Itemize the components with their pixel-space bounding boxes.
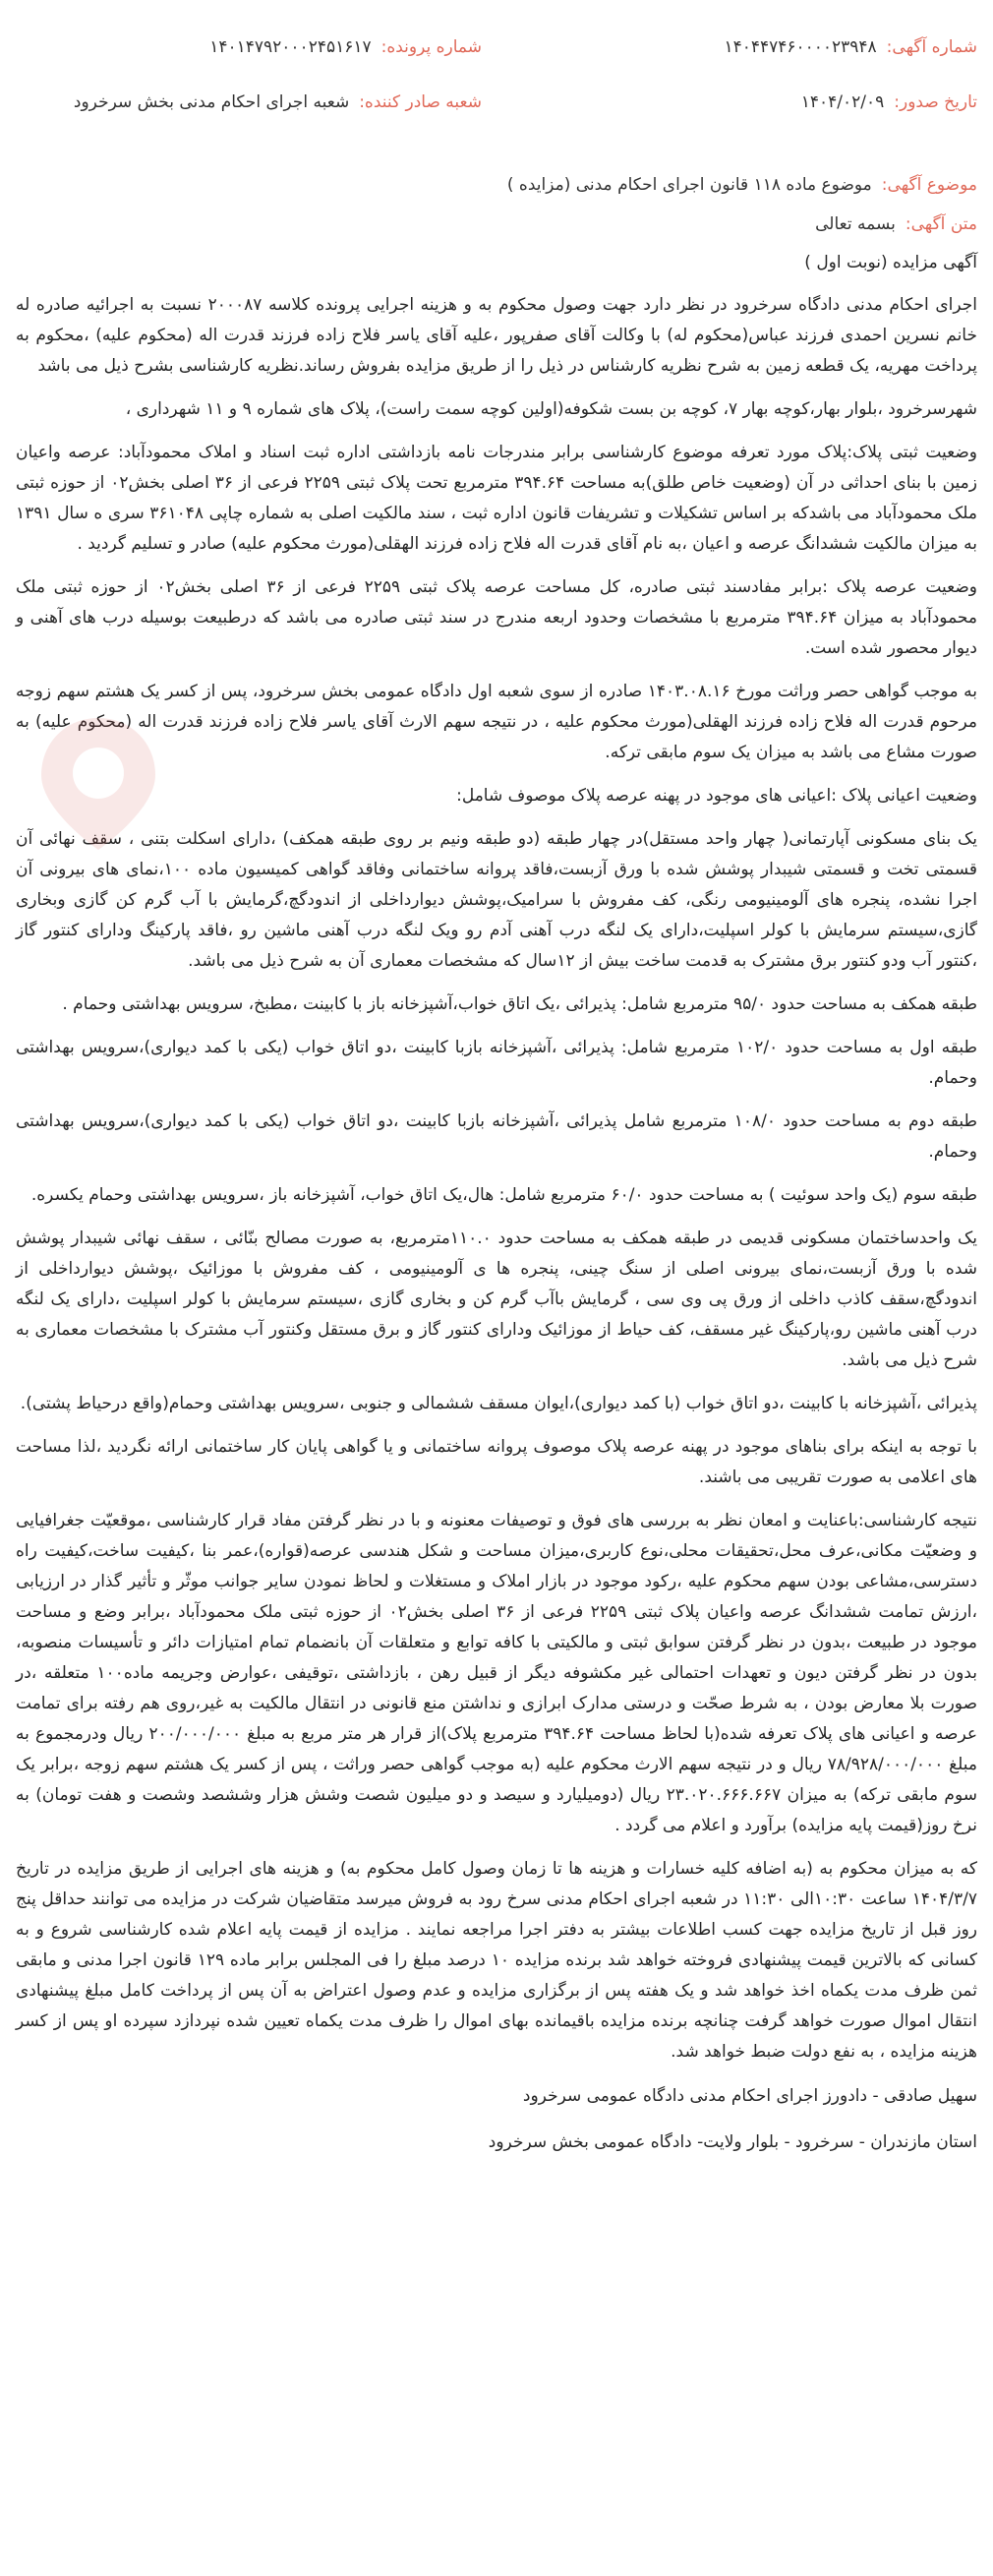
paragraph-old-house: یک واحدساختمان مسکونی قدیمی در طبقه همکف به مساحت حدود ۱۱۰.۰مترمربع، به صورت مصالح بنّائی ، سقف نهائی شیبدار پوشش شده با ورق آزبست،نمای بیرونی اصلی از سنگ چینی، پنجره ها ی آلومینیومی ، کف مفروش با موزائیک ،پوشش دیوارداخلی از اندودگچ،سقف کاذب داخلی از ورق پی وی سی ، گرمایش باآب گرم کن و بخاری گازی ،سیستم سرمایش با کولر اسپلیت ،دارای یک لنگه درب آهنی ماشین رو،پارکینگ غیر مسقف، کف حیاط از موزائیک ودارای کنتور گاز و برق مستقل وکنتور آب مشترک با مشخصات معماری به شرح ذیل می باشد. — [16, 1228, 977, 1370]
issuer-row — [16, 92, 482, 148]
notice-header — [16, 0, 977, 148]
notice-body — [16, 248, 977, 2158]
paragraph-auction-terms: که به میزان محکوم به (به اضافه کلیه خسارات و هزینه ها تا زمان وصول کامل محکوم به) و هزینه های اجرایی از طریق مزایده در تاریخ ۱۴۰۴/۳/۷ ساعت ۱۰:۳۰الی ۱۱:۳۰ در شعبه اجرای احکام مدنی سرخ رود به فروش میرسد متقاضیان شرکت در مزایده می توانند حداقل پنج روز قبل از تاریخ مزایده جهت کسب اطلاعات بیشتر به دفتر اجرا مراجعه نمایند . مزایده از قیمت پایه اعلام شده کارشناسی شروع و به کسانی که بالاترین قیمت پیشنهادی فروخته خواهد شد برنده مزایده ۱۰ درصد مبلغ را فی المجلس برابر ماده ۱۲۹ قانون اجرا مدنی و مابقی ثمن ظرف مدت یکماه اخذ خواهد شد و یک هفته پس از برگزاری مزایده و عدم وصول اعتراض به آن پس از پرداخت کامل مبلغ پیشنهادی انتقال اموال صورت خواهد گرفت چنانچه برنده مزایده باقیمانده بهای اموال را ظرف مدت یکماه تعیین شده نپردازد سپرده او پس از کسر هزینه مزایده ، به نفع دولت ضبط خواهد شد. — [16, 1859, 977, 2062]
issue-date-row — [511, 92, 977, 148]
paragraph-apartment-building: یک بنای مسکونی آپارتمانی( چهار واحد مستقل)در چهار طبقه (دو طبقه ونیم بر روی طبقه همکف) ،دارای اسکلت بتنی ، سقف نهائی آن قسمتی تخت و قسمتی شیبدار پوشش شده با ورق آزبست،فاقد پروانه ساختمانی وفاقد گواهی کمیسیون ماده ۱۰۰،نمای های بیرونی آن اجرا نشده، پنجره های آلومینیومی رنگی، کف مفروش با سرامیک،پوشش دیوارداخلی از اندودگچ،گرمایش با آب گرم کن گازی وبخاری گازی،سیستم سرمایش با کولر اسپلیت،دارای یک لنگه درب آهنی آدم رو ویک لنگه درب آهنی ماشین رو ،فاقد پارکینگ ودارای کنتور گاز ،کنتور آب ودو کنتور برق مشترک به قدمت ساخت بیش از ۱۲سال که مشخصات معماری آن به شرح ذیل می باشد. — [16, 829, 977, 971]
paragraph-address: شهرسرخرود ،بلوار بهار،کوچه بهار ۷، کوچه بن بست شکوفه(اولین کوچه سمت راست)، پلاک های شماره ۹ و ۱۱ شهرداری ، — [125, 399, 977, 419]
case-number-value: ۱۴۰۱۴۷۹۲۰۰۰۲۴۵۱۶۱۷ — [209, 37, 372, 57]
signature-line-2: استان مازندران - سرخرود - بلوار ولایت- دادگاه عمومی بخش سرخرود — [488, 2132, 977, 2152]
issuer-label: شعبه صادر کننده: — [359, 92, 482, 112]
case-number-row — [16, 37, 482, 92]
subject-label: موضوع آگهی: — [881, 175, 977, 195]
paragraph-third-floor: طبقه سوم (یک واحد سوئیت ) به مساحت حدود ۶۰/۰ مترمربع شامل: هال،یک اتاق خواب، آشپزخانه باز ،سرویس بهداشتی وحمام یکسره. — [30, 1185, 977, 1205]
paragraph-title: آگهی مزایده (نوبت اول ) — [804, 253, 977, 272]
paragraph-inheritance: به موجب گواهی حصر وراثت مورخ ۱۴۰۳.۰۸.۱۶ صادره از سوی شعبه اول دادگاه عمومی بخش سرخرود، پس از کسر یک هشتم سهم زوجه مرحوم قدرت اله فلاح زاده فرزند الهقلی(مورث محکوم علیه ، در نتیجه سهم الارث آقای یاسر فلاح زاده فرزند قدرت اله (محکوم علیه) به صورت مشاع می باشد به میزان یک سوم مابقی ترکه. — [16, 682, 977, 762]
notice-text-label: متن آگهی: — [905, 214, 977, 234]
ad-number-value: ۱۴۰۴۴۷۴۶۰۰۰۰۲۳۹۴۸ — [724, 37, 877, 57]
paragraph-first-floor: طبقه اول به مساحت حدود ۱۰۲/۰ مترمربع شامل: پذیرائی ،آشپزخانه بازبا کابینت ،دو اتاق خواب (یکی با کمد دیواری)،سرویس بهداشتی وحمام. — [16, 1038, 977, 1088]
paragraph-ground-floor: طبقه همکف به مساحت حدود ۹۵/۰ مترمربع شامل: پذیرائی ،یک اتاق خواب،آشپزخانه باز با کابینت ،مطبخ، سرویس بهداشتی وحمام . — [62, 994, 977, 1014]
ad-number-label: شماره آگهی: — [886, 37, 977, 57]
ad-number-row — [511, 37, 977, 92]
paragraph-expert-result: نتیجه کارشناسی:باعنایت و امعان نظر به بررسی های فوق و توصیفات معنونه و با در نظر گرفتن مفاد قرار کارشناسی ،موقعیّت جغرافیایی و وضعیّت مکانی،عرف محل،تحقیقات محلی،نوع کاربری،میزان مساحت و شکل هندسی عرصه(قواره)،عمر بنا ،کیفیت ساخت،کیفیت راه دسترسی،مشاعی بودن سهم محکوم علیه ،رکود موجود در بازار املاک و مستغلات و لحاظ نمودن سایر جوانب موثّر و تأثیر گذار در ارزیابی ،ارزش تمامت ششدانگ عرصه واعیان پلاک ثبتی ۲۲۵۹ فرعی از ۳۶ اصلی بخش۰۲ از حوزه ثبتی ملک محمودآباد ،برابر وضع و مساحت موجود در طبیعت ،بدون در نظر گرفتن سوابق ثبتی و مالکیتی با کافه توابع و متعلقات آن بانضمام تمام امتیازات دائر و تأسیسات منصوبه، بدون در نظر گرفتن دیون و تعهدات احتمالی غیر مکشوفه دیگر از قبیل رهن ، بازداشتی ،توقیفی ،عوارض وجریمه ماده۱۰۰ متعلقه ،در صورت بلا معارض بودن ، به شرط صحّت و درستی مدارک ابرازی و نداشتن منع قانونی در انتقال مالکیت به غیر،روی هم رفته برای تمامت عرصه و اعیانی های پلاک تعرفه شده(با لحاظ مساحت ۳۹۴.۶۴ مترمربع پلاک)از قرار هر متر مربع به مبلغ ۲۰۰/۰۰۰/۰۰۰ ریال ودرمجموع به مبلغ ۷۸/۹۲۸/۰۰۰/۰۰۰ ریال و در نتیجه سهم الارث محکوم علیه (به موجب گواهی حصر وراثت ، پس از کسر یک هشتم سهم زوجه ،برابر یک سوم مابقی ترکه) به میزان ۲۳.۰۲۰.۶۶۶.۶۶۷ ریال (دومیلیارد و سیصد و دو میلیون شصت وشش هزار وششصد وشصت و هفت تومان) به نرخ روز(قیمت پایه مزایده) برآورد و اعلام می گردد . — [16, 1511, 977, 1835]
paragraph-buildings-heading: وضعیت اعیانی پلاک :اعیانی های موجود در پهنه عرصه پلاک موصوف شامل: — [456, 786, 977, 806]
signature-line-1: سهیل صادقی - دادورز اجرای احکام مدنی دادگاه عمومی سرخرود — [522, 2086, 977, 2106]
paragraph-registration-status: وضعیت ثبتی پلاک:پلاک مورد تعرفه موضوع کارشناسی برابر مندرجات نامه بازداشتی اداره ثبت اسناد و املاک محمودآباد: عرصه واعیان زمین با بنای احداثی در آن (وضعیت خاص طلق)به مساحت ۳۹۴.۶۴ مترمربع تحت پلاک ثبتی ۲۲۵۹ فرعی از ۳۶ اصلی بخش۰۲ از حوزه ثبتی ملک محمودآباد می باشدکه بر اساس تشکیلات و تشریفات قانون اداره ثبت ، سند مالکیت اصلی به شماره چاپی ۳۶۱۰۴۸ سری ه سال ۱۳۹۱ به میزان مالکیت ششدانگ عرصه و اعیان ،به نام آقای قدرت اله فلاح زاده فرزند الهقلی(مورث محکوم علیه) صادر و تسلیم گردید . — [16, 443, 977, 554]
subject-row — [16, 175, 977, 195]
paragraph-old-house-layout: پذیرائی ،آشپزخانه با کابینت ،دو اتاق خواب (با کمد دیواری)،ایوان مسقف ششمالی و جنوبی ،سرویس بهداشتی وحمام(واقع درحیاط پشتی). — [20, 1394, 977, 1413]
notice-text-row — [16, 214, 977, 234]
issue-date-value: ۱۴۰۴/۰۲/۰۹ — [800, 92, 885, 112]
issue-date-label: تاریخ صدور: — [894, 92, 977, 112]
paragraph-intro: اجرای احکام مدنی دادگاه سرخرود در نظر دارد جهت وصول محکوم به و هزینه اجرایی پرونده کلاسه ۲۰۰۰۸۷ نسبت به اجرائیه صادره له خانم نسرین احمدی فرزند عباس(محکوم له) با وکالت آقای صفرپور ،علیه آقای یاسر فلاح زاده فرزند قدرت اله (محکوم علیه) ،محکوم به پرداخت مهریه، یک قطعه زمین به شرح نظریه کارشناس در ذیل را از طریق مزایده بفروش رساند.نظریه کارشناسی بشرح ذیل می باشد — [16, 295, 978, 376]
notice-text-value: بسمه تعالی — [815, 214, 896, 234]
issuer-value: شعبه اجرای احکام مدنی بخش سرخرود — [73, 92, 350, 112]
paragraph-land-status: وضعیت عرصه پلاک :برابر مفادسند ثبتی صادره، کل مساحت عرصه پلاک ثبتی ۲۲۵۹ فرعی از ۳۶ اصلی بخش۰۲ از حوزه ثبتی ملک محمودآباد به میزان ۳۹۴.۶۴ مترمربع با مشخصات وحدود اربعه مندرج در سند ثبتی صادره می باشد که درطبیعت بوسیله درب های آهنی و دیوار محصور شده است. — [16, 577, 978, 658]
case-number-label: شماره پرونده: — [380, 37, 482, 57]
subject-value: موضوع ماده ۱۱۸ قانون اجرای احکام مدنی (مزایده ) — [506, 175, 872, 195]
signature-block — [16, 2081, 977, 2158]
paragraph-second-floor: طبقه دوم به مساحت حدود ۱۰۸/۰ مترمربع شامل پذیرائی ،آشپزخانه بازبا کابینت ،دو اتاق خواب (یکی با کمد دیواری)،سرویس بهداشتی وحمام. — [16, 1111, 977, 1162]
paragraph-area-note: با توجه به اینکه برای بناهای موجود در پهنه عرصه پلاک موصوف پروانه ساختمانی و یا گواهی پایان کار ساختمانی ارائه نگردید ،لذا مساحت های اعلامی به صورت تقریبی می باشند. — [16, 1437, 977, 1487]
